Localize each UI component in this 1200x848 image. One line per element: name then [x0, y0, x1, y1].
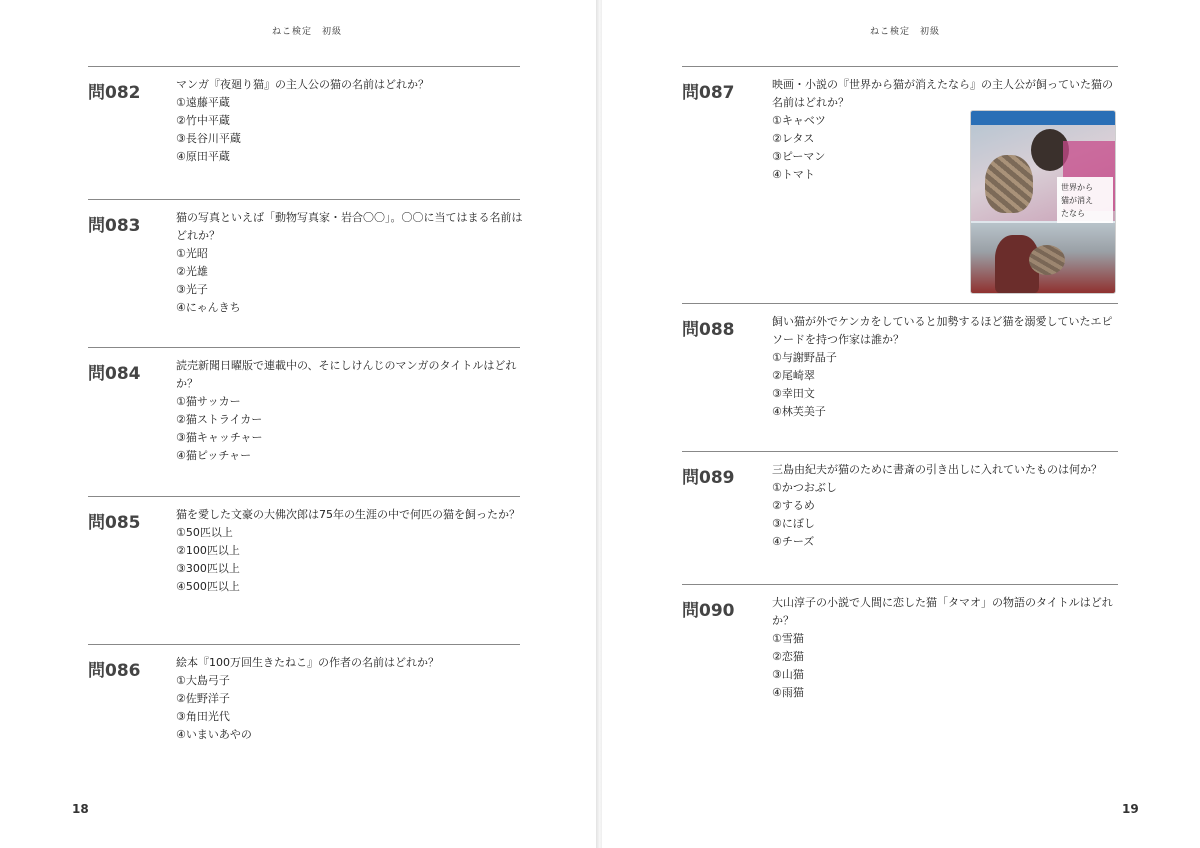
- divider: [88, 66, 520, 67]
- option: ①光昭: [176, 247, 208, 260]
- option: ③ピーマン: [772, 150, 826, 163]
- question-number: 問089: [682, 468, 735, 488]
- option: ③300匹以上: [176, 562, 240, 575]
- divider: [88, 496, 520, 497]
- right-page: [602, 0, 1200, 848]
- option: ③山猫: [772, 668, 804, 681]
- option: ①遠藤平蔵: [176, 96, 230, 109]
- option: ②竹中平蔵: [176, 114, 230, 127]
- option: ③幸田文: [772, 387, 815, 400]
- option: ②100匹以上: [176, 544, 240, 557]
- cat-icon: [1029, 245, 1065, 275]
- question-number: 問086: [88, 661, 141, 681]
- question-text: 映画・小説の『世界から猫が消えたなら』の主人公が飼っていた猫の名前はどれか？: [772, 78, 1113, 109]
- question-number: 問085: [88, 513, 141, 533]
- option: ④雨猫: [772, 686, 804, 699]
- option: ②佐野洋子: [176, 692, 230, 705]
- question-block: [682, 303, 1118, 451]
- option: ④林芙美子: [772, 405, 826, 418]
- option: ②猫ストライカー: [176, 413, 263, 426]
- divider: [682, 451, 1118, 452]
- question-number: 問084: [88, 364, 141, 384]
- divider: [88, 199, 520, 200]
- option: ②光雄: [176, 265, 208, 278]
- option: ①かつおぶし: [772, 481, 837, 494]
- question-block: [88, 66, 520, 196]
- option: ④トマト: [772, 168, 815, 181]
- option: ③猫キャッチャー: [176, 431, 263, 444]
- question-block: [88, 347, 520, 495]
- option-list: [176, 672, 528, 744]
- option: ②するめ: [772, 499, 815, 512]
- option: ③角田光代: [176, 710, 230, 723]
- option: ②レタス: [772, 132, 815, 145]
- option: ③光子: [176, 283, 208, 296]
- question-text: 読売新聞日曜版で連載中の、そにしけんじのマンガのタイトルはどれか？: [176, 359, 517, 390]
- option-list: [772, 630, 1122, 702]
- option-list: [176, 245, 528, 317]
- option: ①与謝野晶子: [772, 351, 837, 364]
- divider: [88, 347, 520, 348]
- question-number: 問082: [88, 83, 141, 103]
- option: ④チーズ: [772, 535, 815, 548]
- question-text: 猫を愛した文豪の大佛次郎は75年の生涯の中で何匹の猫を飼ったか？: [176, 508, 520, 521]
- option: ①雪猫: [772, 632, 804, 645]
- page-number: 19: [1122, 802, 1139, 816]
- running-header: ねこ検定 初級: [272, 27, 343, 37]
- question-text: マンガ『夜廻り猫』の主人公の猫の名前はどれか？: [176, 78, 429, 91]
- option: ③長谷川平蔵: [176, 132, 241, 145]
- question-text: 猫の写真といえば「動物写真家・岩合〇〇」。〇〇に当てはまる名前はどれか？: [176, 211, 523, 242]
- question-block: [88, 199, 523, 347]
- cover-title: 世界から 猫が消え たなら: [1061, 183, 1093, 218]
- option: ④原田平蔵: [176, 150, 230, 163]
- divider: [682, 66, 1118, 67]
- question-number: 問083: [88, 216, 141, 236]
- option: ①キャベツ: [772, 114, 826, 127]
- divider: [682, 584, 1118, 585]
- question-number: 問090: [682, 601, 735, 621]
- question-number: 問087: [682, 83, 735, 103]
- option-list: [176, 393, 528, 465]
- option-list: [772, 349, 1122, 421]
- cat-icon: [985, 155, 1033, 213]
- option: ④いまいあやの: [176, 728, 252, 741]
- option: ③にぼし: [772, 517, 815, 530]
- page-number: 18: [72, 802, 89, 816]
- question-block: [682, 451, 1118, 583]
- cover-band: [971, 111, 1115, 125]
- question-text: 絵本『100万回生きたねこ』の作者の名前はどれか？: [176, 656, 439, 669]
- question-block: [682, 584, 1118, 732]
- question-number: 問088: [682, 320, 735, 340]
- option: ②尾崎翠: [772, 369, 815, 382]
- option-list: [176, 94, 528, 166]
- option: ②恋猫: [772, 650, 804, 663]
- movie-cover-image: [970, 110, 1116, 294]
- option-list: [176, 524, 528, 596]
- option: ④500匹以上: [176, 580, 240, 593]
- divider: [88, 644, 520, 645]
- divider: [682, 303, 1118, 304]
- question-block: [88, 496, 520, 644]
- option: ①大島弓子: [176, 674, 230, 687]
- question-block: [88, 644, 520, 774]
- question-text: 飼い猫が外でケンカをしていると加勢するほど猫を溺愛していたエピソードを持つ作家は誰か？: [772, 315, 1113, 346]
- option: ①猫サッカー: [176, 395, 241, 408]
- option-list: [772, 479, 1122, 551]
- question-text: 大山淳子の小説で人間に恋した猫「タマオ」の物語のタイトルはどれか？: [772, 596, 1113, 627]
- option: ④にゃんきち: [176, 301, 241, 314]
- option: ①50匹以上: [176, 526, 233, 539]
- running-header: ねこ検定 初級: [870, 27, 941, 37]
- option: ④猫ピッチャー: [176, 449, 252, 462]
- question-text: 三島由紀夫が猫のために書斎の引き出しに入れていたものは何か？: [772, 463, 1102, 476]
